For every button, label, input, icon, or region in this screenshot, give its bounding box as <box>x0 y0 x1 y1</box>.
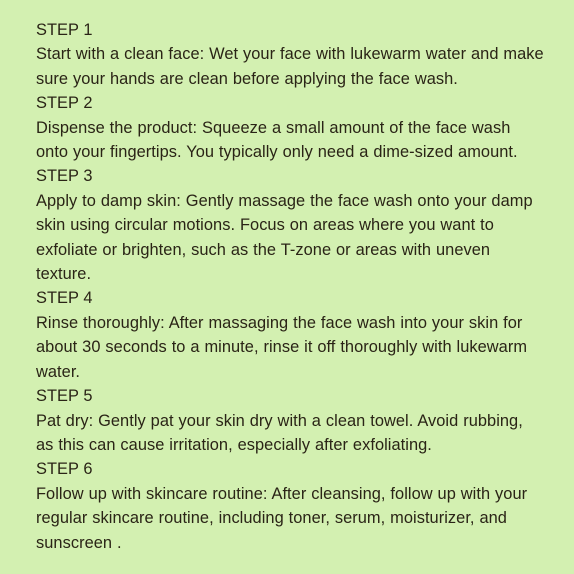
step-label: STEP 4 <box>36 289 93 308</box>
step-3 <box>36 164 544 286</box>
step-label: STEP 1 <box>36 21 93 39</box>
step-1 <box>36 18 544 91</box>
step-text: Rinse thoroughly: After massaging the face wash into your skin for about 30 seconds to a minute, rinse it off thoroughly with lukewarm water. <box>36 313 528 381</box>
step-text: Start with a clean face: Wet your face with lukewarm water and make sure your hands are clean before applying the face wash. <box>36 45 544 88</box>
step-5 <box>36 384 544 457</box>
step-label: STEP 5 <box>36 387 93 406</box>
step-label: STEP 3 <box>36 167 93 186</box>
step-text: Apply to damp skin: Gently massage the face wash onto your damp skin using circular motions. Focus on areas where you want to exfoliate or brighten, such as the T-zone or areas with uneven texture. <box>36 191 533 284</box>
step-6 <box>36 457 544 555</box>
step-2 <box>36 91 544 164</box>
step-4 <box>36 286 544 384</box>
step-text: Pat dry: Gently pat your skin dry with a clean towel. Avoid rubbing, as this can cause irritation, especially after exfoliating. <box>36 411 523 454</box>
step-label: STEP 6 <box>36 460 93 479</box>
step-label: STEP 2 <box>36 94 93 113</box>
step-text: Dispense the product: Squeeze a small amount of the face wash onto your fingertips. You typically only need a dime-sized amount. <box>36 118 518 162</box>
step-text: Follow up with skincare routine: After cleansing, follow up with your regular skincare routine, including toner, serum, moisturizer, and sunscreen . <box>36 484 528 552</box>
